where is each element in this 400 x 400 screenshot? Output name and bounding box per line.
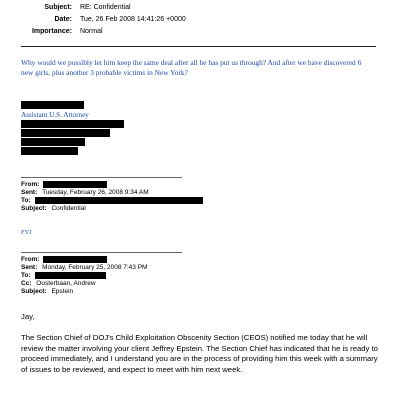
letter-paragraph: The Section Chief of DOJ's Child Exploitation Obscenity Section (CEOS) notified me today that he will review the matter involving your client Jeffrey Epstein. The Section Chief has indicated that he is ready to proceed immediately, and I understand you are in the process of providing him this week with a summary of issues to be reviewed, and expect to meet with him next week. [21,333,378,374]
message1-subject-row [21,205,86,213]
redaction-block [21,101,84,109]
message2-from-row [21,256,39,264]
message1-subject-label: Subject: [21,205,47,212]
message2-to-row [21,272,31,280]
redaction-block [35,272,106,279]
reply-text: Why would we possibly let him keep the same deal after all he has put us through? And after we have discovered 6 new girls, plus another 3 probable victims in New York? [21,58,362,77]
header-date-row [24,15,186,24]
header-subject-value: RE: Confidential [79,4,131,11]
redaction-block [21,138,85,146]
message2-divider [21,252,182,253]
header-date-value: Tue, 26 Feb 2008 14:41:26 +0000 [79,16,186,23]
message1-to-row [21,197,31,205]
message1-from-label: From: [21,181,40,188]
redaction-block [43,256,107,263]
redaction-block [21,120,124,128]
message1-sent-row [21,189,149,197]
message1-divider [21,177,182,178]
message2-cc-row [21,280,96,288]
message2-subject-value: Epstein [51,288,74,295]
message1-sent-value: Tuesday, February 26, 2008 9:34 AM [42,189,149,196]
message2-cc-value: Oosterbaan, Andrew [36,280,96,287]
header-subject-label: Subject: [44,4,72,11]
redaction-block [43,181,107,188]
header-importance-row [24,27,103,36]
message1-subject-value: Confidential [51,205,86,212]
header-date-label: Date: [54,16,72,23]
redaction-block [21,147,78,155]
letter-salutation: Jay, [21,312,35,321]
redaction-block [35,197,203,204]
message2-cc-label: Cc: [21,280,32,287]
header-importance-value: Normal [79,28,103,35]
message2-sent-row [21,264,147,272]
header-importance-label: Importance: [31,28,72,35]
message1-sent-label: Sent: [21,189,38,196]
message2-subject-row [21,288,73,296]
header-divider [21,46,376,47]
message2-to-label: To: [21,272,31,279]
redaction-block [21,129,110,137]
message2-subject-label: Subject: [21,288,47,295]
header-subject-row [24,3,131,12]
message1-body: FYI [21,229,32,236]
message1-to-label: To: [21,197,31,204]
message2-sent-value: Monday, February 25, 2008 7:43 PM [42,264,148,271]
message2-from-label: From: [21,256,40,263]
signature-title: Assistant U.S. Attorney [21,111,89,119]
message1-from-row [21,181,39,189]
message2-sent-label: Sent: [21,264,38,271]
